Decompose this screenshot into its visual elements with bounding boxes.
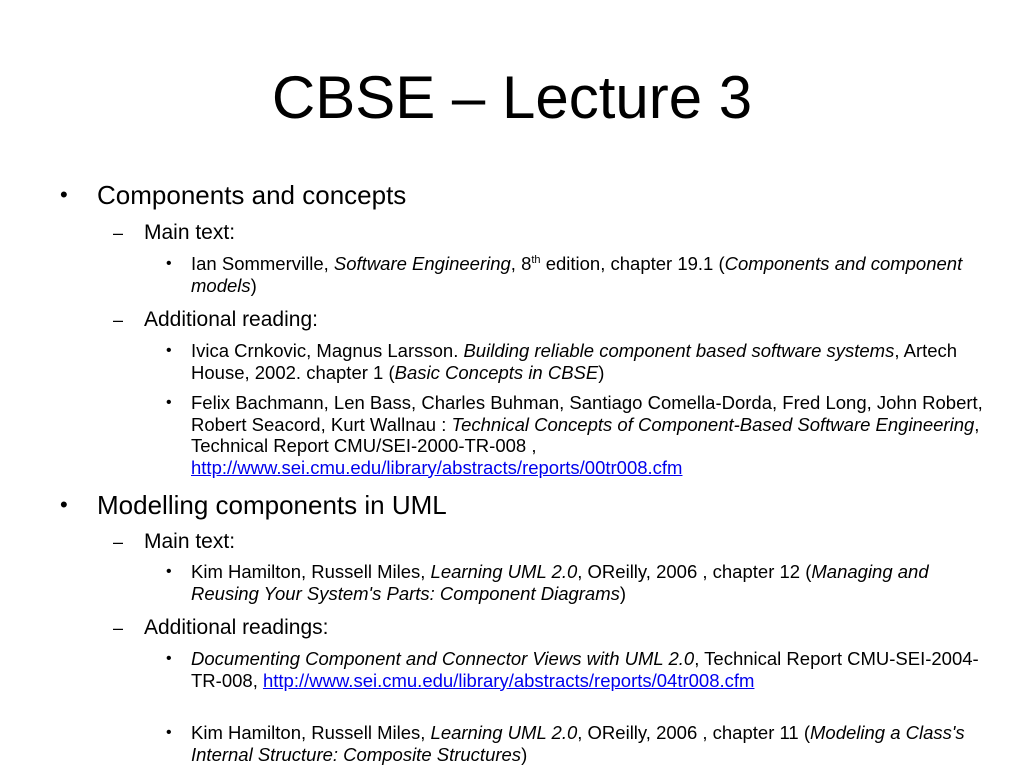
bullet-l3: • bbox=[166, 563, 172, 580]
reference-bachmann: Felix Bachmann, Len Bass, Charles Buhman, Santiago Comella-Dorda, Fred Long, John Robert, Robert Seacord, Kurt Wallnau : Technical Concepts of Component-Based Software Engineering, Technical Report CMU/SEI-2000-TR-008 , http://www.sei.cmu.edu/library/abstracts/reports/00tr008.cfm bbox=[191, 392, 983, 478]
reference-sommerville: Ian Sommerville, Software Engineering, 8th edition, chapter 19.1 (Components and component models) bbox=[191, 253, 963, 296]
bullet-l1: • bbox=[60, 492, 68, 517]
bullet-l3: • bbox=[166, 342, 172, 359]
reference-crnkovic: Ivica Crnkovic, Magnus Larsson. Building reliable component based software systems, Artech House, 2002. chapter 1 (Basic Concepts in CBSE) bbox=[191, 340, 958, 383]
group-label-additional-readings: Additional readings: bbox=[144, 616, 329, 639]
bullet-l3: • bbox=[166, 650, 172, 667]
dash-l2: – bbox=[113, 618, 124, 638]
slide-title: CBSE – Lecture 3 bbox=[271, 64, 753, 131]
dash-l2: – bbox=[113, 532, 124, 552]
dash-l2: – bbox=[113, 223, 124, 243]
bullet-l3: • bbox=[166, 724, 172, 741]
group-label-additional-reading: Additional reading: bbox=[144, 308, 318, 331]
dash-l2: – bbox=[113, 310, 124, 330]
bullet-l3: • bbox=[166, 394, 172, 411]
group-label-main-text-1: Main text: bbox=[144, 221, 236, 244]
sei-report-04tr008-link[interactable]: http://www.sei.cmu.edu/library/abstracts/reports/04tr008.cfm bbox=[262, 669, 755, 691]
group-label-main-text-2: Main text: bbox=[144, 530, 236, 553]
bullet-l3: • bbox=[166, 255, 172, 272]
sei-report-00tr008-link[interactable]: http://www.sei.cmu.edu/library/abstracts/reports/00tr008.cfm bbox=[191, 456, 683, 478]
reference-documenting-views: Documenting Component and Connector Views with UML 2.0, Technical Report CMU-SEI-2004-TR-008, http://www.sei.cmu.edu/library/abstracts/reports/04tr008.cfm bbox=[191, 648, 979, 691]
section-heading-components: Components and concepts bbox=[97, 180, 407, 210]
section-heading-uml: Modelling components in UML bbox=[97, 490, 447, 520]
reference-hamilton-ch12: Kim Hamilton, Russell Miles, Learning UML 2.0, OReilly, 2006 , chapter 12 (Managing and Reusing Your System's Parts: Component Diagrams) bbox=[191, 561, 929, 604]
bullet-l1: • bbox=[60, 182, 68, 207]
reference-hamilton-ch11: Kim Hamilton, Russell Miles, Learning UML 2.0, OReilly, 2006 , chapter 11 (Modeling a Class's Internal Structure: Composite Structures) bbox=[191, 722, 965, 765]
